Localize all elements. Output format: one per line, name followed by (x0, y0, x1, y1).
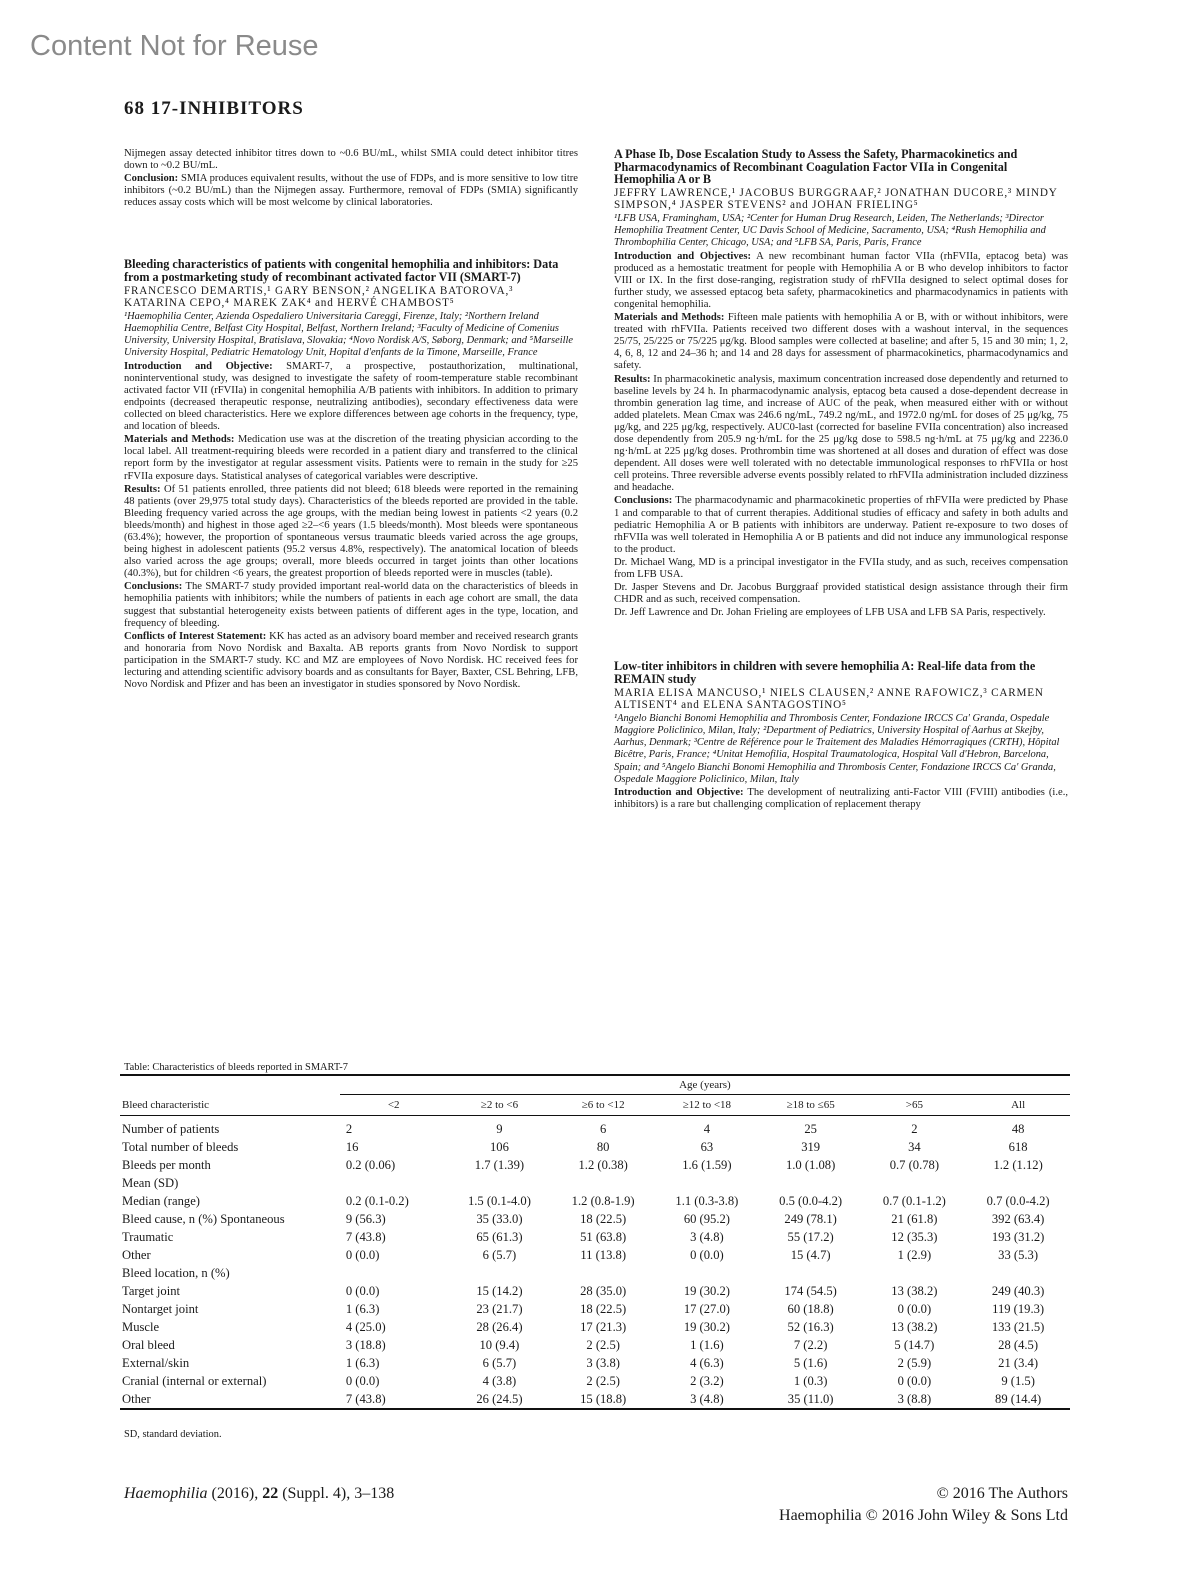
table-cell (863, 1264, 967, 1282)
column-header: ≥18 to ≤65 (759, 1095, 863, 1116)
table-cell: 1.0 (1.08) (785, 1158, 836, 1172)
table-cell: 249 (78.1) (784, 1212, 837, 1226)
table-cell: 0 (0.0) (345, 1284, 380, 1298)
row-label: Nontarget joint (122, 1302, 199, 1316)
abstract-title-phase1b: A Phase Ib, Dose Escalation Study to Assess the Safety, Pharmacokinetics and Pharmacodynamics of Recombinant Coagulation Factor VIIa in Congenital Hemophilia A or B (614, 147, 1018, 187)
abstract-section: Materials and Methods: Medication use was at the discretion of the treating physician according to the local label. All treatment-requiring bleeds were recorded in a patient diary and transferred to the clinical report form by the investigator at regular assessment visits. Patients were to remain in the study for ≥25 rFVIIa exposure days. Statistical analyses of categorical variables were descriptive. (124, 434, 578, 482)
table-cell: 1 (1.6) (690, 1338, 724, 1352)
abstract-section: Results: In pharmacokinetic analysis, maximum concentration increased dose dependently and returned to baseline levels by 24 h. In pharmacodynamic analysis, eptacog beta caused a dose-dependent decrease in thrombin generation lag time, and increase of AUC of the peak, when measured either with or without added platelets. Mean Cmax was 246.6 ng/mL, 749.2 ng/mL, and 1972.0 ng/mL for doses of 25 μg/kg, 75 μg/kg, and 225 μg/kg, respectively. AUC0-last (corrected for baseline FVIIa concentration) also increased dose dependently from 205.9 ng·h/mL for the 25 μg/kg dose to 598.5 ng·h/mL at 75 μg/kg and 2236.0 ng·h/mL at 225 μg/kg doses. Prothrombin time was shortened at all doses and duration of effect was dose dependent. All doses were well tolerated with no detectable immunological responses to rhFVIIa or host cell proteins. Three reversible adverse events possibly related to rhFVIIa administration included dizziness and headache. (614, 373, 1068, 494)
affiliations-phase1b: ¹LFB USA, Framingham, USA; ²Center for Human Drug Research, Leiden, The Netherlands; ³Director Hemophilia Treatment Center, UC Davis School of Medicine, Sacramento, USA; ⁴Rush Hemophilia and Thrombophilia Center, Chicago, USA; and ⁵LFB SA, Paris, Paris, France (614, 212, 1046, 249)
continued-text: Nijmegen assay detected inhibitor titres down to ~0.6 BU/mL, whilst SMIA could detect inhibitor titres down to ~0.2 BU/mL. (124, 148, 578, 172)
table-cell: 249 (40.3) (991, 1284, 1045, 1298)
table-cell (655, 1174, 759, 1192)
journal-citation: Haemophilia (2016), 22 (Suppl. 4), 3–138 (124, 1485, 395, 1502)
table-cell: 19 (30.2) (683, 1284, 730, 1298)
table-cell: 52 (16.3) (787, 1320, 834, 1334)
row-label: Traumatic (122, 1230, 174, 1244)
column-header: All (966, 1095, 1070, 1116)
row-label: Bleeds per month (122, 1158, 211, 1172)
affiliations-smart7: ¹Haemophilia Center, Azienda Ospedaliero Universitaria Careggi, Firenze, Italy; ²Northern Ireland Haemophilia Centre, Belfast City Hospital, Belfast, Northern Ireland; ³Faculty of Medicine of Comenius University, University Hospital, Bratislava, Slovakia; ⁴Novo Nordisk A/S, Søborg, Denmark; and ⁵Marseille University Hospital, Pediatric Hematology Unit, Hopital d'enfants de la Timone, Marseille, France (124, 310, 573, 359)
table-cell: 23 (21.7) (476, 1302, 523, 1316)
table-cell: 7 (43.8) (345, 1230, 386, 1244)
table-cell: 3 (4.8) (690, 1230, 724, 1244)
row-label: Muscle (122, 1320, 160, 1334)
row-label: Median (range) (122, 1194, 200, 1208)
table-caption: Table: Characteristics of bleeds reported in SMART-7 (124, 1062, 348, 1073)
column-header: <2 (340, 1095, 448, 1116)
row-label: Oral bleed (122, 1338, 175, 1352)
table-row (120, 1336, 1070, 1354)
table-row (120, 1116, 1070, 1139)
disclosure: Dr. Jeff Lawrence and Dr. Johan Frieling are employees of LFB USA and LFB SA Paris, respectively. (614, 607, 1046, 619)
abstract-body-smart7 (124, 361, 578, 692)
table-row (120, 1192, 1070, 1210)
table-row (120, 1228, 1070, 1246)
table-cell: 2 (345, 1122, 353, 1136)
table-cell: 13 (38.2) (891, 1284, 938, 1298)
table-cell: 89 (14.4) (966, 1390, 1070, 1409)
row-label: Number of patients (122, 1122, 220, 1136)
table-cell: 618 (1008, 1140, 1028, 1154)
table-cell: 0.7 (0.0-4.2) (986, 1194, 1050, 1208)
table-row (120, 1300, 1070, 1318)
table-cell: 15 (4.7) (790, 1248, 831, 1262)
disclosure: Dr. Michael Wang, MD is a principal investigator in the FVIIa study, and as such, receives compensation from LFB USA. (614, 556, 1068, 581)
table-cell: 193 (31.2) (991, 1230, 1045, 1244)
table-cell: 1.1 (0.3-3.8) (675, 1194, 739, 1208)
table-cell (759, 1174, 863, 1192)
table-cell: 1.2 (1.12) (993, 1158, 1043, 1172)
table-cell (448, 1174, 552, 1192)
table-cell: 60 (18.8) (787, 1302, 834, 1316)
table-cell: 3 (18.8) (345, 1338, 386, 1352)
table-cell: 2 (3.2) (690, 1374, 724, 1388)
table-cell: 1.6 (1.59) (682, 1158, 732, 1172)
table-cell: 6 (5.7) (482, 1248, 517, 1262)
table-cell: 4 (3.8) (482, 1374, 517, 1388)
table-cell: 21 (3.4) (998, 1356, 1039, 1370)
table-cell: 12 (35.3) (891, 1230, 938, 1244)
table-cell: 0.2 (0.06) (345, 1158, 396, 1172)
table-cell: 5 (14.7) (894, 1338, 935, 1352)
table-cell: 7 (43.8) (340, 1390, 448, 1409)
table-cell: 55 (17.2) (787, 1230, 834, 1244)
table-cell: 15 (18.8) (551, 1390, 655, 1409)
abstract-section: Introduction and Objectives: A new recombinant human factor VIIa (rhFVIIa, eptacog beta) was produced as a hemostatic treatment for people with Hemophilia A or B who develop inhibitors to factor VIII or IX. In the first dose-ranging, registration study of rhFVIIa designed to select optimal doses for further study, we assessed eptacog beta safety, pharmacokinetics and pharmacodynamics in patients with congenital hemophilia. (614, 250, 1068, 310)
continued-conclusion: Conclusion: SMIA produces equivalent results, without the use of FDPs, and is more sensitive to low titre inhibitors (~0.2 BU/mL) than the Nijmegen assay. Furthermore, removal of FDPs (SMIA) significantly reduces assay costs which will be most welcome by clinical laboratories. (124, 173, 578, 209)
table-row (120, 1318, 1070, 1336)
table-row (120, 1156, 1070, 1174)
table-cell: 3 (8.8) (863, 1390, 967, 1409)
table-cell: 35 (33.0) (476, 1212, 523, 1226)
table-cell: 80 (596, 1140, 610, 1154)
column-header: Bleed characteristic (120, 1095, 340, 1116)
table-cell: 9 (496, 1122, 503, 1136)
table-cell: 28 (4.5) (998, 1338, 1039, 1352)
table-cell: 10 (9.4) (479, 1338, 520, 1352)
table-cell: 3 (3.8) (586, 1356, 620, 1370)
table-cell: 11 (13.8) (580, 1248, 627, 1262)
table-cell: 4 (25.0) (345, 1320, 386, 1334)
table-cell (759, 1264, 863, 1282)
table-cell: 6 (600, 1122, 607, 1136)
table-cell: 60 (95.2) (683, 1212, 730, 1226)
disclosure: Dr. Jasper Stevens and Dr. Jacobus Burggraaf provided statistical design assistance through their firm CHDR and as such, received compensation. (614, 582, 1068, 606)
table-cell: 63 (700, 1140, 714, 1154)
table-cell: 26 (24.5) (448, 1390, 552, 1409)
disclosures-phase1b (614, 557, 1068, 619)
table-cell: 133 (21.5) (991, 1320, 1045, 1334)
row-label: Bleed location, n (%) (122, 1266, 230, 1280)
age-group-header: Age (years) (340, 1075, 1070, 1095)
table-cell (863, 1174, 967, 1192)
table-cell: 0 (0.0) (897, 1302, 932, 1316)
table-cell: 9 (1.5) (1001, 1374, 1035, 1388)
abstract-section: Conclusions: The SMART-7 study provided important real-world data on the characteristics of bleeds in hemophilia patients with inhibitors; while the numbers of patients in each age cohort are small, the data suggest that substantial heterogeneity exists between patients of different ages in the type, location, and frequency of bleeding. (124, 581, 578, 629)
table-cell: 21 (61.8) (891, 1212, 938, 1226)
table-cell: 13 (38.2) (891, 1320, 938, 1334)
row-label: Total number of bleeds (122, 1140, 239, 1154)
table-row (120, 1246, 1070, 1264)
table-cell: 2 (2.5) (586, 1338, 620, 1352)
intro-remain: Introduction and Objective: The development of neutralizing anti-Factor VIII (FVIII) antibodies (i.e., inhibitors) is a rare but challenging complication of replacement therapy (614, 786, 1068, 811)
bleeds-table (120, 1074, 1070, 1410)
column-header: ≥2 to <6 (448, 1095, 552, 1116)
table-cell: 1 (6.3) (345, 1302, 380, 1316)
row-label: Mean (SD) (122, 1176, 179, 1190)
table-cell: 1.7 (1.39) (474, 1158, 525, 1172)
row-label: Cranial (internal or external) (122, 1374, 267, 1388)
table-cell: 0.2 (0.1-0.2) (345, 1194, 409, 1208)
table-cell (655, 1264, 759, 1282)
copyright-publisher: Haemophilia © 2016 John Wiley & Sons Ltd (779, 1507, 1068, 1524)
table-cell: 34 (908, 1140, 921, 1154)
abstract-body-phase1b (614, 251, 1068, 556)
table-cell: 15 (14.2) (476, 1284, 523, 1298)
watermark: Content Not for Reuse (30, 30, 319, 62)
table-cell: 0.5 (0.0-4.2) (779, 1194, 843, 1208)
table-cell (966, 1174, 1070, 1192)
table-cell: 0 (0.0) (345, 1248, 380, 1262)
column-header: ≥6 to <12 (551, 1095, 655, 1116)
table-cell: 1 (6.3) (345, 1356, 380, 1370)
table-cell: 1 (0.3) (793, 1374, 828, 1388)
table-cell: 7 (2.2) (793, 1338, 828, 1352)
table-cell: 392 (63.4) (991, 1212, 1045, 1226)
table-cell: 174 (54.5) (784, 1284, 837, 1298)
table-cell: 4 (6.3) (690, 1356, 724, 1370)
left-column (124, 148, 578, 692)
table-cell: 6 (5.7) (482, 1356, 517, 1370)
abstract-section: Conclusions: The pharmacodynamic and pharmacokinetic properties of rhFVIIa were predicted by Phase 1 and comparable to that of current therapies. Additional studies of efficacy and safety in both adults and pediatric Hemophilia A or B patients with inhibitors are underway. Patient re-exposure to two doses of rhFVIIa was well tolerated in Hemophilia A or B patients and did not induce any immunological response to the product. (614, 495, 1068, 555)
row-label: Other (122, 1248, 151, 1262)
table-row (120, 1174, 1070, 1192)
table-cell: 16 (345, 1140, 359, 1154)
table-cell: 25 (804, 1122, 817, 1136)
table-cell: 106 (489, 1140, 509, 1154)
table-cell: 0.7 (0.1-1.2) (882, 1194, 946, 1208)
table-cell: 0 (0.0) (897, 1374, 932, 1388)
table-cell: 2 (911, 1122, 918, 1136)
table-footnote: SD, standard deviation. (124, 1429, 222, 1440)
table-row (120, 1372, 1070, 1390)
table-cell (340, 1174, 448, 1192)
abstract-title-smart7: Bleeding characteristics of patients with congenital hemophilia and inhibitors: Data from a postmarketing study of recombinant activated factor VII (SMART-7) (124, 257, 559, 285)
table-cell: 1 (2.9) (897, 1248, 932, 1262)
table-cell: 17 (27.0) (683, 1302, 730, 1316)
table-cell (966, 1264, 1070, 1282)
table-row (120, 1264, 1070, 1282)
authors-phase1b: JEFFRY LAWRENCE,¹ JACOBUS BURGGRAAF,² JONATHAN DUCORE,³ MINDY SIMPSON,⁴ JASPER STEVENS² and JOHAN FRIELING⁵ (614, 186, 1058, 212)
row-label: Other (120, 1390, 340, 1409)
table-cell: 3 (4.8) (655, 1390, 759, 1409)
table-cell: 0.7 (0.78) (889, 1158, 940, 1172)
column-header: ≥12 to <18 (655, 1095, 759, 1116)
table-cell: 33 (5.3) (998, 1248, 1039, 1262)
table-row (120, 1354, 1070, 1372)
table-cell: 0 (0.0) (690, 1248, 724, 1262)
table-cell: 0 (0.0) (345, 1374, 380, 1388)
table-cell: 28 (26.4) (476, 1320, 523, 1334)
table-cell: 319 (801, 1140, 821, 1154)
table-cell: 119 (19.3) (992, 1302, 1045, 1316)
copyright-authors: © 2016 The Authors (936, 1485, 1068, 1502)
table-row (120, 1282, 1070, 1300)
table-row (120, 1390, 1070, 1409)
table-cell: 17 (21.3) (580, 1320, 627, 1334)
table-cell (448, 1264, 552, 1282)
table-cell: 19 (30.2) (683, 1320, 730, 1334)
table-cell (340, 1264, 448, 1282)
row-label: Target joint (122, 1284, 180, 1298)
table-cell: 51 (63.8) (580, 1230, 627, 1244)
table-cell (551, 1264, 655, 1282)
table-row (120, 1210, 1070, 1228)
row-label: Bleed cause, n (%) Spontaneous (122, 1212, 285, 1226)
table-cell (551, 1174, 655, 1192)
running-head: 68 17-INHIBITORS (124, 98, 304, 119)
abstract-section: Introduction and Objective: SMART-7, a prospective, postauthorization, multinational, noninterventional study, was designed to investigate the safety of room-temperature stable recombinant activated factor VII (rFVIIa) in congenital hemophilia A/B patients with inhibitors. In addition to primary endpoints (decreased therapeutic response, neutralizing antibodies), secondary effectiveness data were collected on bleed characteristics. Here we explore differences between age cohorts in the frequency, type, and location of bleeds. (124, 360, 579, 433)
right-column (614, 148, 1068, 812)
table-cell: 1.2 (0.8-1.9) (571, 1194, 635, 1208)
table-header-blank (120, 1075, 340, 1095)
table-cell: 9 (56.3) (345, 1212, 386, 1226)
table-cell: 65 (61.3) (476, 1230, 523, 1244)
abstract-section: Results: Of 51 patients enrolled, three patients did not bleed; 618 bleeds were reported in the remaining 48 patients (over 29,975 total study days). Characteristics of the bleeds reported are provided in the table. Bleeding frequency varied across the age groups, with the median being lowest in patients <2 years (0.2 bleeds/month) and highest in those aged ≥2–<6 years (1.5 bleeds/month). Most bleeds were spontaneous (63.4%); however, the proportion of spontaneous versus traumatic bleeds varied across the age groups, being highest in adolescent patients (95.2 versus 4.8%, respectively). The anatomical location of bleeds also varied across the age groups; overall, more bleeds occurred in target joints than other locations (40.3%), but for children <6 years, the greatest proportion of bleeds reported were in muscles (table). (124, 483, 578, 580)
authors-remain: MARIA ELISA MANCUSO,¹ NIELS CLAUSEN,² ANNE RAFOWICZ,³ CARMEN ALTISENT⁴ and ELENA SANTAGOSTINO⁵ (614, 686, 1044, 712)
table-cell: 2 (2.5) (586, 1374, 620, 1388)
table-cell: 28 (35.0) (580, 1284, 627, 1298)
table-row (120, 1138, 1070, 1156)
table-cell: 2 (5.9) (897, 1356, 932, 1370)
column-header: >65 (863, 1095, 967, 1116)
abstract-section: Materials and Methods: Fifteen male patients with hemophilia A or B, with or without inhibitors, were treated with rhFVIIa. Patients received two different doses with a washout interval, in the sequences 25/75, 25/225 or 75/225 μg/kg. Blood samples were collected at baseline; and after 5, 15 and 30 min; 1, 2, 4, 6, 8, 12 and 24–36 h; and 14 and 28 days for assessment of pharmacokinetics, pharmacodynamics and safety. (614, 312, 1068, 372)
table-cell: 4 (703, 1122, 711, 1136)
table-cell: 18 (22.5) (580, 1302, 627, 1316)
table-cell: 5 (1.6) (793, 1356, 828, 1370)
authors-smart7: FRANCESCO DEMARTIS,¹ GARY BENSON,² ANGELIKA BATOROVA,³ KATARINA CEPO,⁴ MAREK ZAK⁴ and HERVÉ CHAMBOST⁵ (124, 284, 514, 310)
table-cell: 1.5 (0.1-4.0) (467, 1194, 531, 1208)
affiliations-remain: ¹Angelo Bianchi Bonomi Hemophilia and Thrombosis Center, Fondazione IRCCS Ca' Granda, Ospedale Maggiore Policlinico, Milan, Italy; ²Department of Pediatrics, University Hospital of Aarhus at Skejby, Aarhus, Denmark; ³Centre de Référence pour le Traitement des Maladies Hémorragiques (CRTH), Hôpital Bicêtre, Paris, France; ⁴Unitat Hemofilia, Hospital Traumatologica, Hospital Vall d'Hebron, Barcelona, Spain; and ⁵Angelo Bianchi Bonomi Hemophilia and Thrombosis Center, Fondazione IRCCS Ca' Granda, Ospedale Maggiore Policlinico, Milan, Italy (614, 712, 1060, 785)
table-cell: 18 (22.5) (580, 1212, 627, 1226)
abstract-section: Conflicts of Interest Statement: KK has acted as an advisory board member and received research grants and honoraria from Novo Nordisk and Baxalta. AB reports grants from Novo Nordisk to support participation in the SMART-7 study. KC and MZ are employees of Novo Nordisk. HC received fees for lecturing and attending scientific advisory boards and as consultants for Bayer, Baxter, CSL Behring, LFB, Novo Nordisk and Pfizer and has been an investigator in studies sponsored by Novo Nordisk. (124, 630, 579, 691)
row-label: External/skin (122, 1356, 190, 1370)
table-cell: 48 (1011, 1122, 1025, 1136)
table-cell: 35 (11.0) (759, 1390, 863, 1409)
table-cell: 1.2 (0.38) (578, 1158, 628, 1172)
abstract-title-remain: Low-titer inhibitors in children with severe hemophilia A: Real-life data from the REMAIN study (614, 659, 1036, 686)
